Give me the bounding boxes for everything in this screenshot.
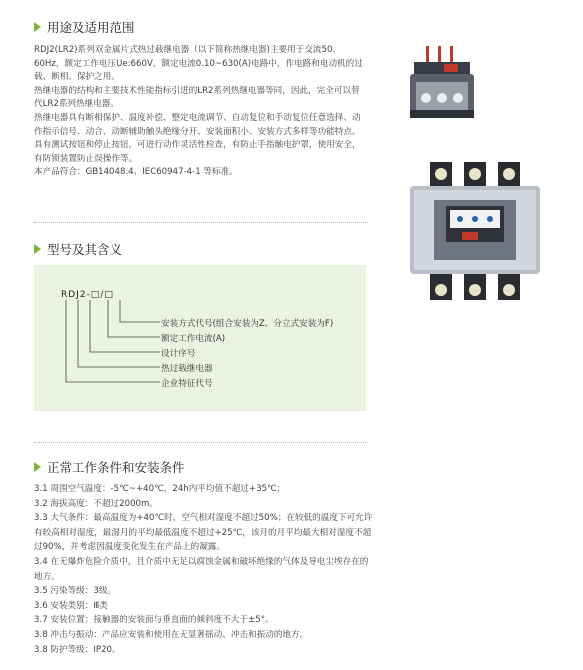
- list-item: 3.5 污染等级：3级。: [34, 586, 117, 597]
- usage-text: [34, 44, 368, 180]
- model-desc-item: 额定工作电流(A): [161, 334, 226, 344]
- section-title: 用途及适用范围: [47, 20, 135, 35]
- thermal-relay-large-image: [410, 162, 540, 304]
- paragraph: RDJ2(LR2)系列双金属片式热过载继电器（以下简称热继电器)主要用于交流50、60Hz，额定工作电压Ue:660V，额定电流0.10~630(A)电路中，作电路和电动机的过载、断相、保护之用。: [34, 45, 363, 83]
- section-title: 正常工作条件和安装条件: [47, 460, 185, 475]
- divider: [34, 442, 368, 443]
- paragraph: 本产品符合：GB14048.4、IEC60947-4-1 等标准。: [34, 167, 238, 178]
- model-desc-item: 设计序号: [161, 349, 196, 359]
- section-heading-conditions: [34, 458, 185, 476]
- section-heading-usage: [34, 18, 135, 36]
- triangle-bullet-icon: [34, 244, 41, 254]
- paragraph: 热继电器具有断相保护、温度补偿、整定电流调节、自动复位和手动复位任意选择、动作指示信号、动合、动断辅助触头绝缘分开、安装面积小、安装方式多样等功能特点。具有测试按钮和停止按钮，可进行动作灵活性检查，有防止手指触电护罩，使用安全，有防锁装置防止误操作等。: [34, 112, 361, 164]
- list-item: 3.8 防护等级：IP20。: [34, 644, 121, 655]
- model-desc-item: 企业特征代号: [161, 379, 213, 389]
- model-desc-item: 热过载继电器: [161, 364, 213, 374]
- list-item: 3.4 在无爆炸危险介质中，且介质中无足以腐蚀金属和破坏绝缘的气体及导电尘埃存在的地方。: [34, 556, 369, 582]
- section-title: 型号及其含义: [47, 242, 123, 257]
- model-desc-item: 安装方式代号(组合安装为Z、分立式安装为F): [161, 319, 334, 329]
- list-item: 3.6 安装类别：Ⅲ类: [34, 600, 108, 611]
- list-item: 3.2 海拔高度：不超过2000m。: [34, 498, 158, 509]
- paragraph: 热继电器的结构和主要技术性能指标引进的LR2系列热继电器等同，因此，完全可以替代LR2系列热继电器。: [34, 85, 360, 110]
- triangle-bullet-icon: [34, 462, 41, 472]
- section-heading-model: [34, 240, 122, 258]
- list-item: 3.8 冲击与振动：产品应安装和使用在无显著摇动、冲击和振动的地方。: [34, 629, 309, 640]
- model-code-bracket-lines: [60, 300, 164, 384]
- thermal-relay-small-image: [404, 42, 482, 122]
- list-item: 3.7 安装位置：接触器的安装面与垂直面的倾斜度不大于±5°。: [34, 615, 274, 626]
- list-item: 3.1 周围空气温度：-5℃~+40℃，24h内平均值不超过+35℃；: [34, 484, 286, 494]
- list-item: 3.3 大气条件：最高温度为+40℃时，空气相对湿度不超过50%；在较低的温度下可允许有较高相对湿度，最湿月的平均最低温度不超过+25℃，该月的月平均最大相对湿度不超过90%，并考虑因温度变化发生在产品上的凝露。: [34, 513, 373, 553]
- triangle-bullet-icon: [34, 22, 41, 32]
- conditions-list: [34, 482, 374, 657]
- model-code: RDJ2-□/□: [61, 290, 114, 300]
- divider: [34, 222, 368, 223]
